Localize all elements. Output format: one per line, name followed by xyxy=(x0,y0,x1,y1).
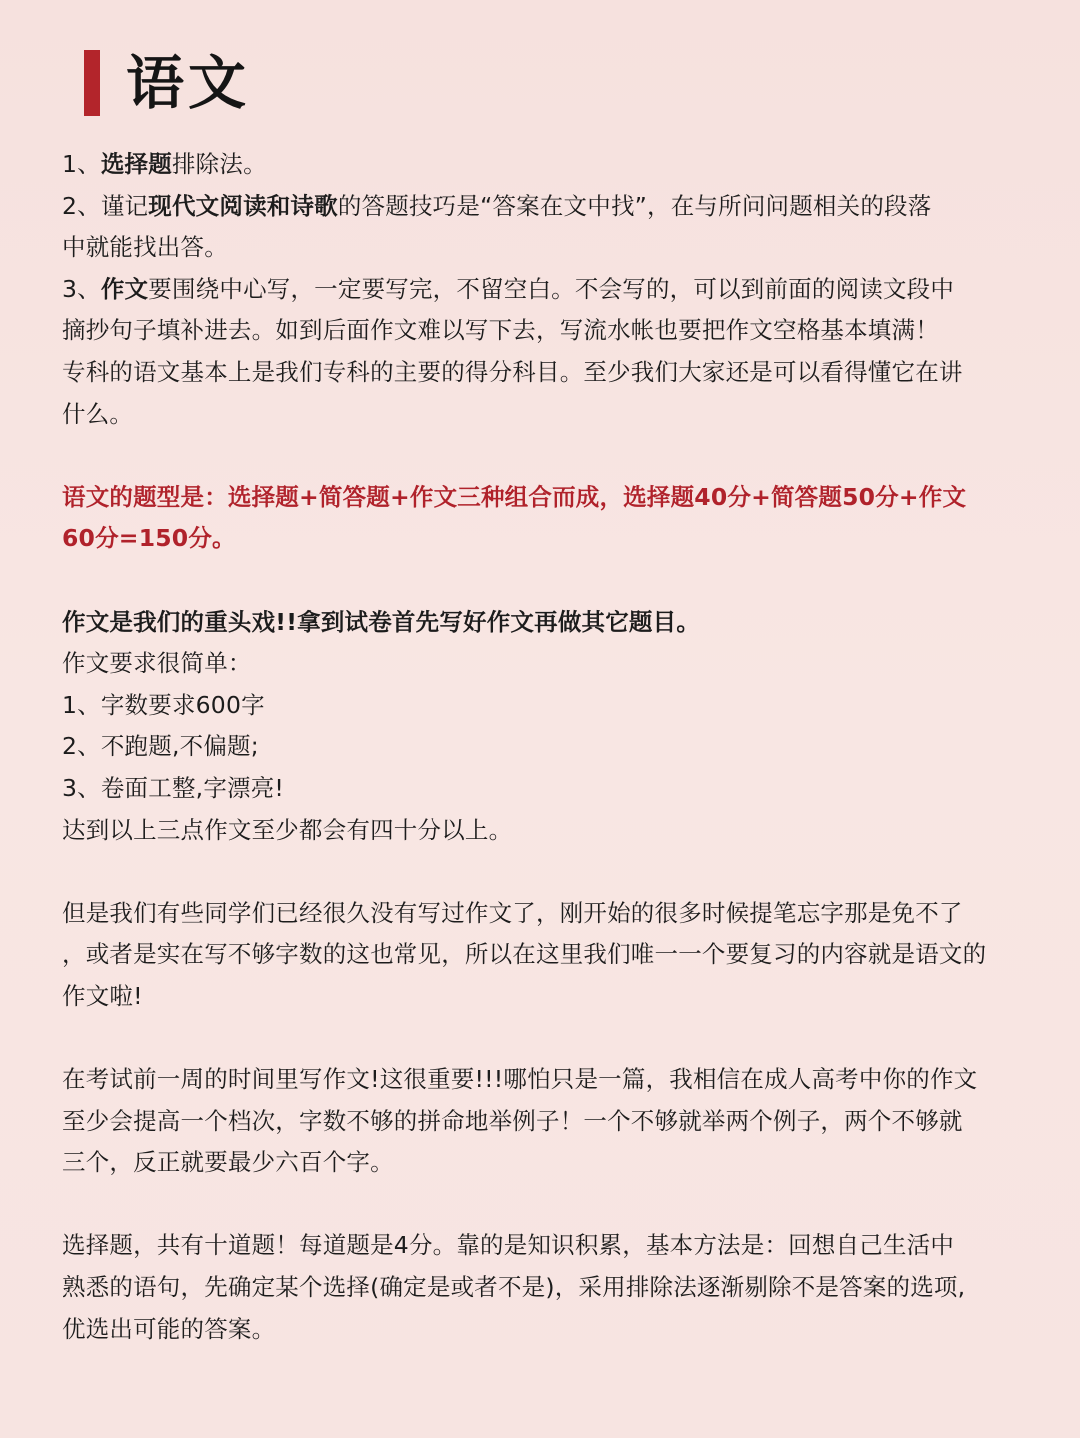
structure-line-1: 语文的题型是：选择题+简答题+作文三种组合而成，选择题40分+简答题50分+作文 xyxy=(62,482,967,511)
spacer xyxy=(62,1184,1022,1226)
tip-2-line-1 xyxy=(62,186,1022,228)
summary-line-1: 专科的语文基本上是我们专科的主要的得分科目。至少我们大家还是可以看得懂它在讲 xyxy=(62,357,963,386)
tip-keyword: 现代文阅读和诗歌 xyxy=(148,191,338,220)
practice-line-3: 三个，反正就要最少六百个字。 xyxy=(62,1148,394,1177)
tip-2-line-2: 中就能找出答。 xyxy=(62,233,228,262)
review-line-2: ，或者是实在写不够字数的这也常见，所以在这里我们唯一一个要复习的内容就是语文的 xyxy=(62,940,987,969)
essay-requirement-2: 2、不跑题,不偏题; xyxy=(62,732,259,761)
tip-3-line-1 xyxy=(62,269,1022,311)
structure-line-2: 60分=150分。 xyxy=(62,524,236,553)
tip-text: 的答题技巧是“答案在文中找”，在与所问问题相关的段落 xyxy=(337,191,932,220)
title-row xyxy=(84,48,250,118)
review-line-1: 但是我们有些同学们已经很久没有写过作文了，刚开始的很多时候提笔忘字那是免不了 xyxy=(62,898,963,927)
choice-line-1: 选择题，共有十道题！每道题是4分。靠的是知识积累，基本方法是：回想自己生活中 xyxy=(62,1231,955,1260)
choice-line-2: 熟悉的语句，先确定某个选择(确定是或者不是)，采用排除法逐渐剔除不是答案的选项, xyxy=(62,1273,966,1302)
tip-number: 3、 xyxy=(62,274,101,303)
tip-text: 谨记 xyxy=(100,191,149,220)
spacer xyxy=(62,851,1022,893)
tip-3-line-2: 摘抄句子填补进去。如到后面作文难以写下去，写流水帐也要把作文空格基本填满！ xyxy=(62,316,939,345)
tip-number: 1、 xyxy=(62,150,101,178)
review-line-3: 作文啦! xyxy=(62,981,143,1010)
tip-text: 排除法。 xyxy=(171,150,267,178)
tip-text: 要围绕中心写，一定要写完，不留空白。不会写的，可以到前面的阅读文段中 xyxy=(148,274,955,303)
spacer xyxy=(62,560,1022,602)
summary-line-2: 什么。 xyxy=(62,399,134,428)
tip-keyword: 作文 xyxy=(100,274,149,303)
article-body xyxy=(62,144,1022,1350)
essay-intro: 作文要求很简单： xyxy=(62,649,252,678)
spacer xyxy=(62,435,1022,477)
essay-headline xyxy=(62,602,1022,644)
choice-line-3: 优选出可能的答案。 xyxy=(62,1314,276,1343)
essay-headline-text: 作文是我们的重头戏!!拿到试卷首先写好作文再做其它题目。 xyxy=(62,607,701,636)
essay-requirement-3: 3、卷面工整,字漂亮! xyxy=(62,773,285,802)
spacer xyxy=(62,1017,1022,1059)
title-accent-bar xyxy=(84,50,100,116)
essay-result: 达到以上三点作文至少都会有四十分以上。 xyxy=(62,815,513,844)
page-title: 语文 xyxy=(126,49,251,117)
practice-line-2: 至少会提高一个档次，字数不够的拼命地举例子！一个不够就举两个例子，两个不够就 xyxy=(62,1106,963,1135)
practice-line-1: 在考试前一周的时间里写作文!这很重要!!!哪怕只是一篇，我相信在成人高考中你的作文 xyxy=(62,1065,978,1094)
essay-requirement-1: 1、字数要求600字 xyxy=(62,690,265,719)
tip-1 xyxy=(62,144,1022,186)
tip-number: 2、 xyxy=(62,191,101,220)
tip-keyword: 选择题 xyxy=(100,150,172,178)
